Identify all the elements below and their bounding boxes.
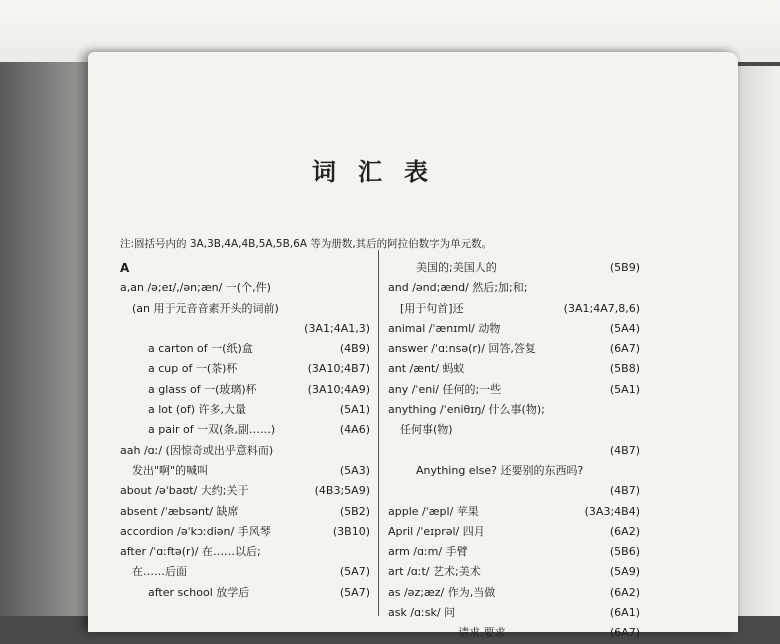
- unit-reference: (3A1;4A7,8,6): [563, 301, 640, 315]
- vocab-entry-row: [120, 522, 370, 542]
- vocab-entry-row: [120, 441, 370, 461]
- entry-text: a cup of 一(茶)杯: [148, 362, 238, 376]
- entry-text: art /ɑːt/ 艺术;美术: [388, 565, 481, 579]
- vocab-entry-row: [388, 258, 640, 278]
- entry-text: 任何事(物): [400, 423, 453, 437]
- unit-reference: (6A2): [609, 585, 640, 599]
- unit-reference: (4B7): [609, 484, 640, 498]
- entry-text: 请求,要求: [458, 626, 506, 640]
- unit-reference: (6A1): [609, 606, 640, 620]
- left-column: [120, 258, 370, 603]
- vocab-entry-row: [120, 420, 370, 440]
- entry-text: apple /ˈæpl/ 苹果: [388, 504, 479, 518]
- vocab-entry-row: [388, 542, 640, 562]
- vocab-entry-row: [120, 319, 370, 339]
- entry-text: any /ˈeni/ 任何的;一些: [388, 382, 502, 396]
- vocab-entry-row: [120, 481, 370, 501]
- right-column: [388, 258, 640, 644]
- unit-reference: (6A7): [609, 626, 640, 640]
- entry-text: after /ˈɑːftə(r)/ 在……以后;: [120, 545, 261, 559]
- vocab-entry-row: [388, 502, 640, 522]
- vocab-entry-row: [388, 380, 640, 400]
- vocab-entry-row: [388, 319, 640, 339]
- unit-reference: (3A3;4B4): [584, 504, 640, 518]
- vocab-entry-row: [120, 502, 370, 522]
- vocab-entry-row: [388, 339, 640, 359]
- unit-reference: (5A7): [339, 585, 370, 599]
- section-letter: A: [120, 261, 130, 275]
- vocab-entry-row: [388, 562, 640, 582]
- unit-reference: (6A2): [609, 524, 640, 538]
- unit-reference: (5A1): [339, 403, 370, 417]
- unit-reference: (4B3;5A9): [314, 484, 370, 498]
- entry-text: 在……后面: [132, 565, 187, 579]
- vocab-entry-row: [388, 481, 640, 501]
- unit-reference: (5A4): [609, 321, 640, 335]
- vocab-entry-row: [388, 603, 640, 623]
- unit-reference: (5B9): [609, 261, 640, 274]
- vocab-entry-row: [120, 461, 370, 481]
- page-note: 注:圆括号内的 3A,3B,4A,4B,5A,5B,6A 等为册数,其后的阿拉伯数字为单元数。: [120, 238, 493, 250]
- entry-text: [用于句首]还: [400, 301, 464, 315]
- vocab-entry-row: [388, 623, 640, 643]
- entry-text: and /ənd;ænd/ 然后;加;和;: [388, 281, 528, 295]
- entry-text: 美国的;美国人的: [416, 261, 497, 274]
- entry-text: ant /ænt/ 蚂蚁: [388, 362, 465, 376]
- unit-reference: (3B10): [332, 524, 370, 538]
- unit-reference: (4A6): [339, 423, 370, 437]
- unit-reference: (5A3): [339, 463, 370, 477]
- vocab-entry-row: [120, 380, 370, 400]
- entry-text: (an 用于元音音素开头的词前): [132, 301, 279, 315]
- vocab-entry-row: [388, 400, 640, 420]
- vocab-entry-row: [120, 339, 370, 359]
- unit-reference: (5B2): [339, 504, 370, 518]
- vocab-entry-row: [388, 522, 640, 542]
- vocab-entry-row: [388, 461, 640, 481]
- entry-text: April /ˈeɪprəl/ 四月: [388, 524, 485, 538]
- book-page-edge: [735, 66, 780, 616]
- page-title: 词汇表: [312, 158, 450, 186]
- column-divider: [378, 250, 379, 616]
- entry-text: accordion /əˈkɔːdiən/ 手风琴: [120, 524, 271, 538]
- unit-reference: (4B9): [339, 342, 370, 356]
- vocab-entry-row: [120, 299, 370, 319]
- entry-text: ask /ɑːsk/ 问: [388, 606, 456, 620]
- entry-text: a carton of 一(纸)盒: [148, 342, 253, 356]
- vocab-entry-row: [388, 441, 640, 461]
- unit-reference: (5A1): [609, 382, 640, 396]
- entry-text: absent /ˈæbsənt/ 缺席: [120, 504, 239, 518]
- entry-text: a,an /ə;eɪ/,/ən;æn/ 一(个,件): [120, 281, 271, 295]
- entry-text: anything /ˈeniθɪŋ/ 什么事(物);: [388, 403, 545, 417]
- entry-text: after school 放学后: [148, 585, 250, 599]
- unit-reference: (4B7): [609, 443, 640, 457]
- entry-text: a lot (of) 许多,大量: [148, 403, 247, 417]
- unit-reference: (3A10;4A9): [307, 382, 370, 396]
- unit-reference: (5B8): [609, 362, 640, 376]
- vocab-entry-row: [388, 278, 640, 298]
- unit-reference: (3A10;4B7): [307, 362, 370, 376]
- unit-reference: (5B6): [609, 545, 640, 559]
- vocab-entry-row: [120, 258, 370, 278]
- vocab-entry-row: [388, 583, 640, 603]
- vocab-entry-row: [120, 542, 370, 562]
- vocab-entry-row: [388, 420, 640, 440]
- entry-text: a pair of 一双(条,副……): [148, 423, 276, 437]
- entry-text: Anything else? 还要别的东西吗?: [416, 463, 584, 477]
- entry-text: a glass of 一(玻璃)杯: [148, 382, 257, 396]
- vocab-entry-row: [388, 299, 640, 319]
- vocab-entry-row: [120, 278, 370, 298]
- vocab-entry-row: [120, 562, 370, 582]
- vocab-entry-row: [120, 583, 370, 603]
- unit-reference: (6A7): [609, 342, 640, 356]
- vocab-entry-row: [388, 359, 640, 379]
- unit-reference: (3A1;4A1,3): [304, 321, 370, 335]
- vocab-entry-row: [120, 359, 370, 379]
- vocab-entry-row: [120, 400, 370, 420]
- entry-text: as /əz;æz/ 作为,当做: [388, 585, 496, 599]
- entry-text: arm /ɑːm/ 手臂: [388, 545, 468, 559]
- unit-reference: (5A7): [339, 565, 370, 579]
- entry-text: aah /ɑː/ (因惊奇或出乎意料而): [120, 443, 274, 457]
- unit-reference: (5A9): [609, 565, 640, 579]
- entry-text: answer /ˈɑːnsə(r)/ 回答,答复: [388, 342, 536, 356]
- entry-text: 发出"啊"的喊叫: [132, 463, 209, 477]
- entry-text: animal /ˈænɪml/ 动物: [388, 321, 501, 335]
- entry-text: about /əˈbaʊt/ 大约;关于: [120, 484, 249, 498]
